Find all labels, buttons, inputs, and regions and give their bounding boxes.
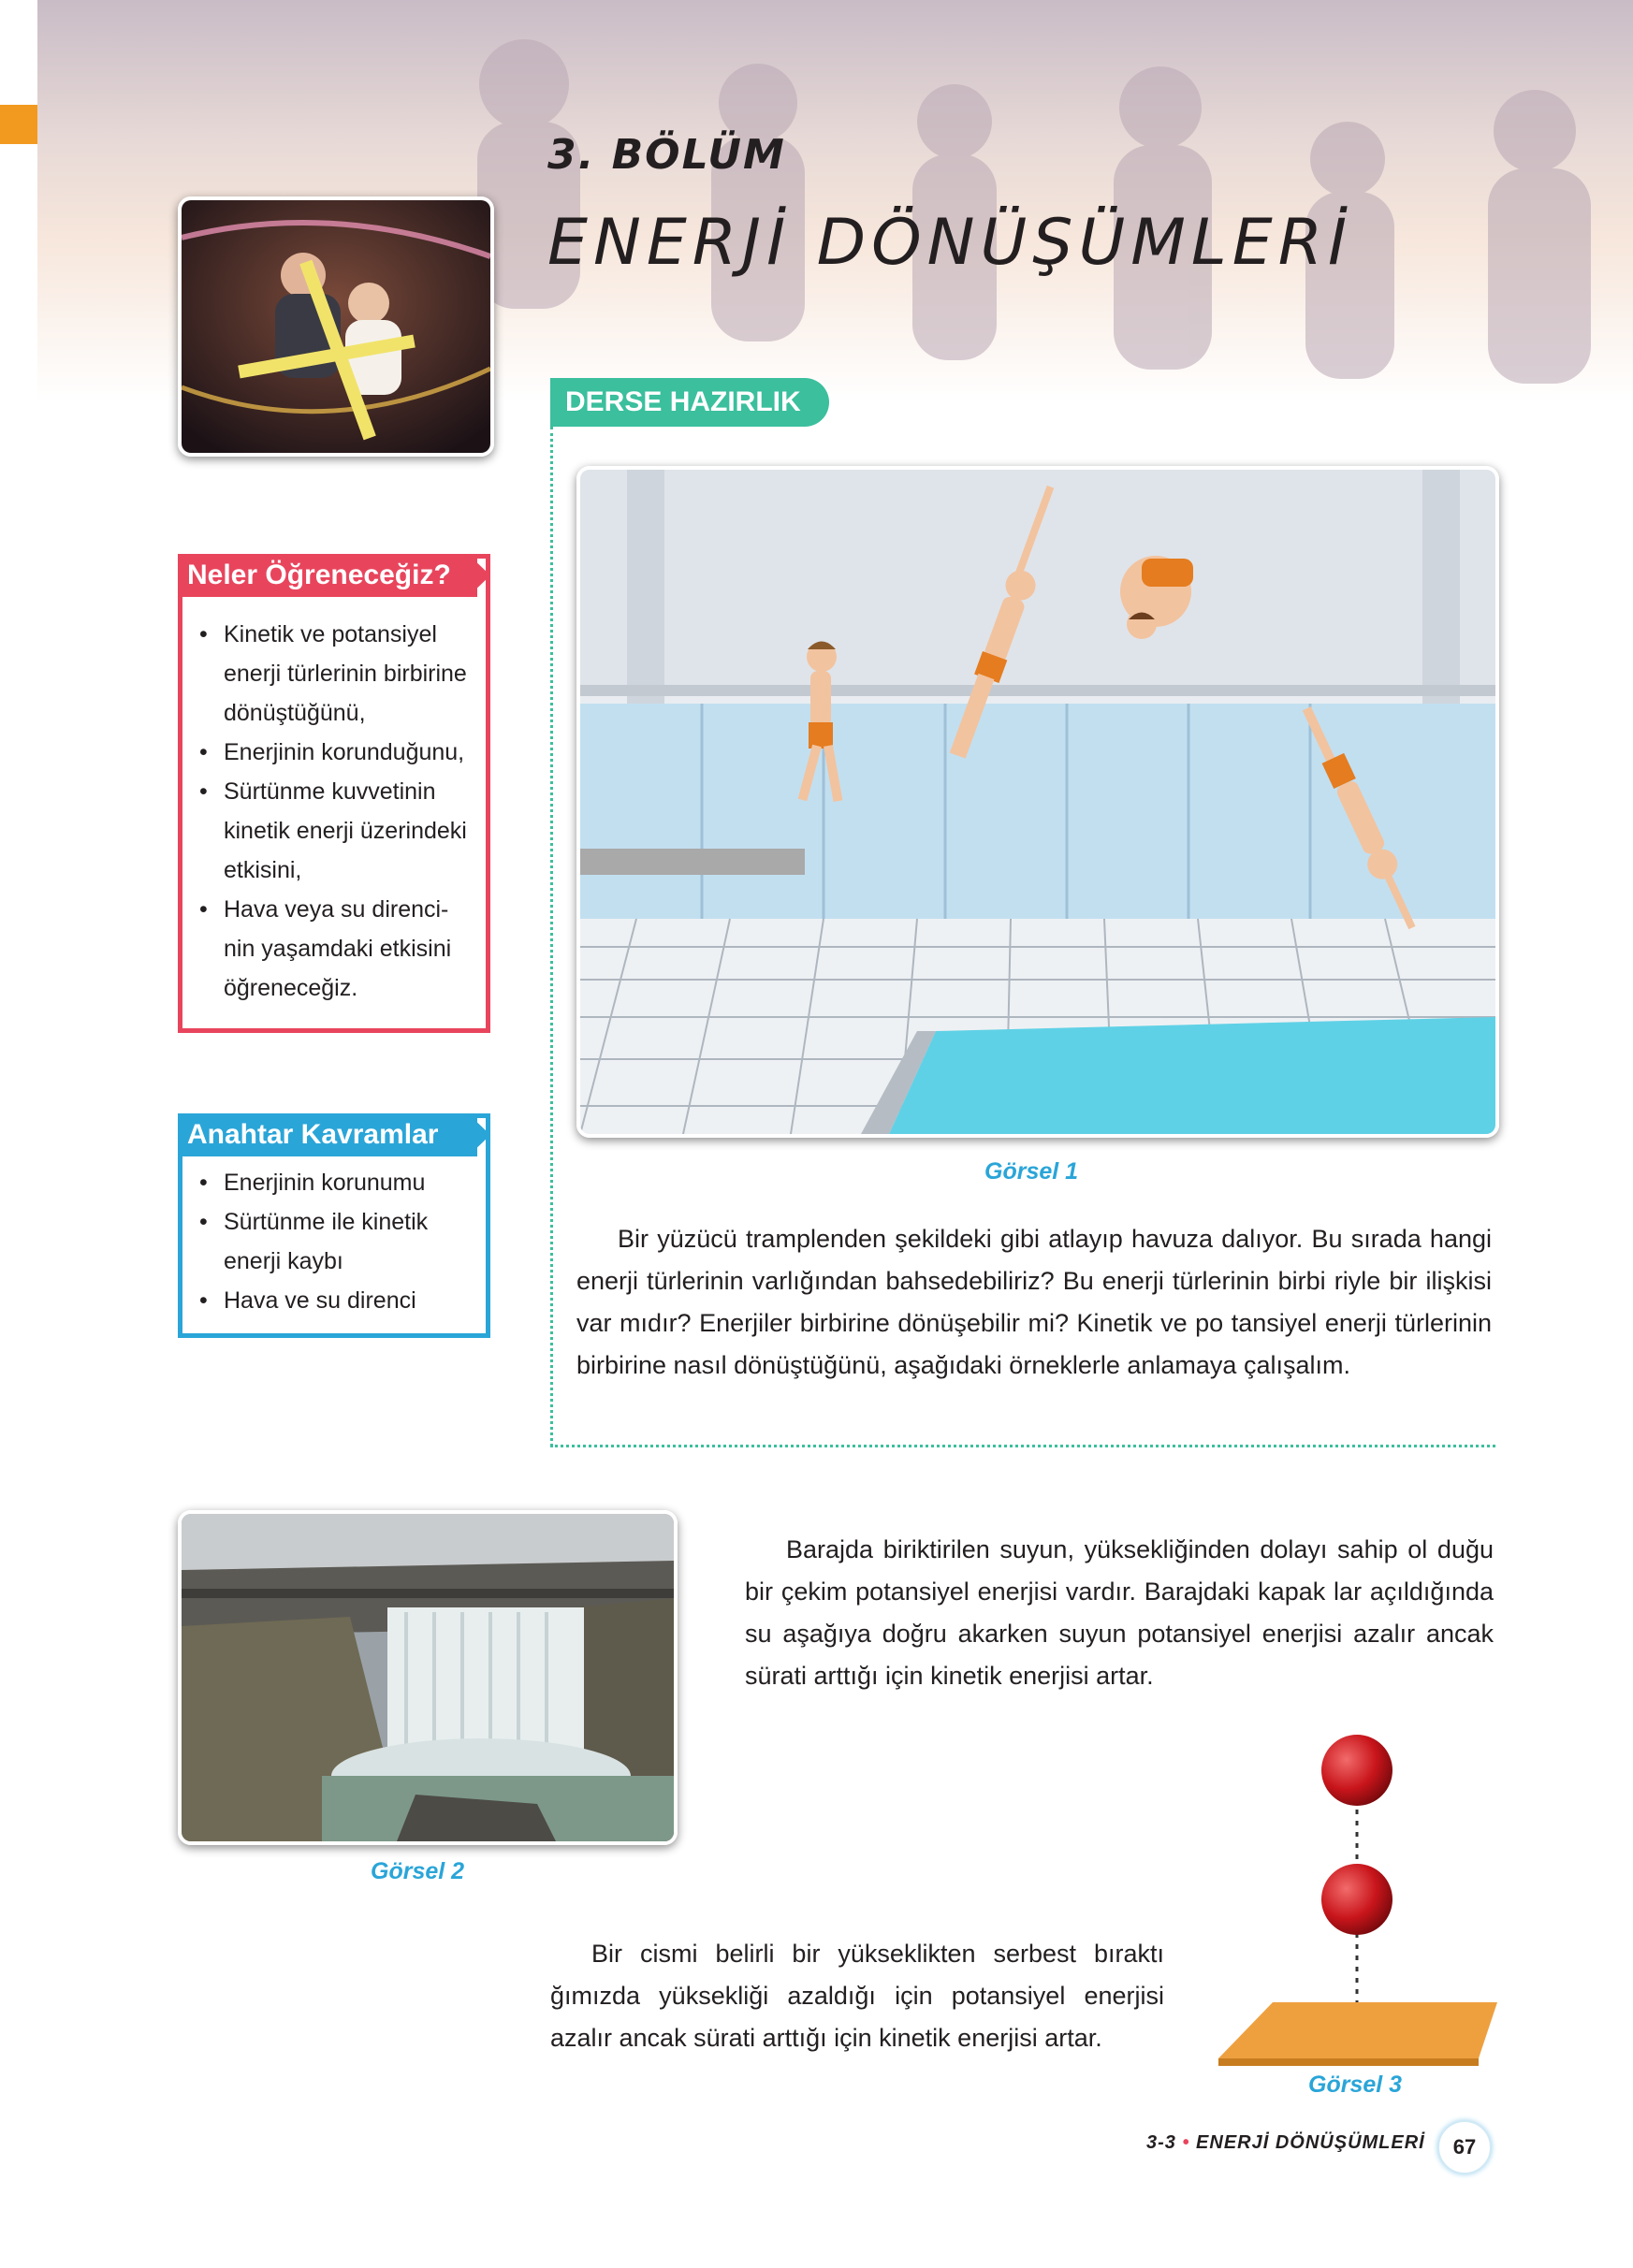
ball-middle [1321, 1864, 1392, 1935]
figure1-caption: Görsel 1 [984, 1158, 1079, 1185]
learning-goals-list [199, 615, 474, 1008]
learning-goal-item: • Enerjinin korunduğunu, [199, 733, 474, 772]
dam-paragraph [745, 1529, 1494, 1697]
learning-goal-item: • Kinetik ve potansiyel enerji türlerinin birbirine dönüştüğünü, [199, 615, 474, 733]
learning-goal-item: • Hava veya su direnci- nin yaşamdaki etkisini öğreneceğiz. [199, 890, 474, 1008]
key-concepts-title: Anahtar Kavramlar [178, 1113, 477, 1156]
dam-photo [178, 1510, 678, 1845]
chapter-title: ENERJİ DÖNÜŞÜMLERİ [547, 206, 1353, 280]
fall-paragraph [550, 1933, 1164, 2059]
ground-platform [1218, 2002, 1497, 2058]
learning-goals-box [178, 554, 490, 1033]
amusement-ride-photo [178, 196, 494, 457]
learning-goal-item: • Sürtünme kuvvetinin kinetik enerji üzerindeki etkisini, [199, 772, 474, 890]
diver-illustration [576, 466, 1499, 1138]
key-concepts-box [178, 1113, 490, 1338]
footer-section-title: ENERJİ DÖNÜŞÜMLERİ [1196, 2132, 1425, 2153]
section-border-horizontal [550, 1445, 1495, 1447]
learning-goals-title: Neler Öğreneceğiz? [178, 554, 477, 597]
footer-section-number: 3-3 [1146, 2132, 1176, 2153]
figure3-caption: Görsel 3 [1308, 2072, 1403, 2098]
header-arrow-icon [468, 1113, 490, 1156]
section-border-vertical [550, 427, 553, 1447]
page-margin [0, 0, 37, 2268]
key-concepts-list [199, 1163, 474, 1320]
key-concept-item: • Enerjinin korunumu [199, 1163, 474, 1202]
prep-paragraph [576, 1218, 1492, 1387]
dam-paragraph-text: Barajda biriktirilen suyun, yüksekliğinden dolayı sahip ol duğu bir çekim potansiyel enerjisi vardır. Barajdaki kapak lar açıldığında su aşağıya doğru akarken suyun potansiyel enerjisi azalır ancak sürati arttığı için kinetik enerjisi artar. [745, 1535, 1494, 1690]
key-concept-item: • Hava ve su direnci [199, 1281, 474, 1320]
header-arrow-icon [468, 554, 490, 597]
footer-section [1146, 2132, 1425, 2154]
chapter-label: 3. BÖLÜM [547, 131, 786, 179]
footer-separator: • [1182, 2132, 1190, 2153]
figure2-caption: Görsel 2 [371, 1858, 465, 1884]
key-concept-item: • Sürtünme ile kinetik enerji kaybı [199, 1202, 474, 1281]
section-label: DERSE HAZIRLIK [550, 378, 829, 427]
prep-paragraph-text: Bir yüzücü tramplenden şekildeki gibi atlayıp havuza dalıyor. Bu sırada hangi enerji türlerinin varlığından bahsedebiliriz? Bu enerji türlerinin birbi riyle bir ilişkisi var mıdır? Enerjiler birbirine dönüşebilir mi? Kinetik ve po tansiyel enerji türlerinin birbirine nasıl dönüştüğünü, aşağıdaki örneklerle anlamaya çalışalım. [576, 1225, 1492, 1379]
fall-paragraph-text: Bir cismi belirli bir yükseklikten serbest bıraktı ğımızda yüksekliği azaldığı için potansiyel enerjisi azalır ancak sürati arttığı için kinetik enerjisi artar. [550, 1940, 1164, 2052]
ball-top [1321, 1735, 1392, 1806]
chapter-tab-marker [0, 105, 37, 144]
falling-ball-illustration [1217, 1722, 1497, 2068]
page-number: 67 [1437, 2120, 1492, 2174]
